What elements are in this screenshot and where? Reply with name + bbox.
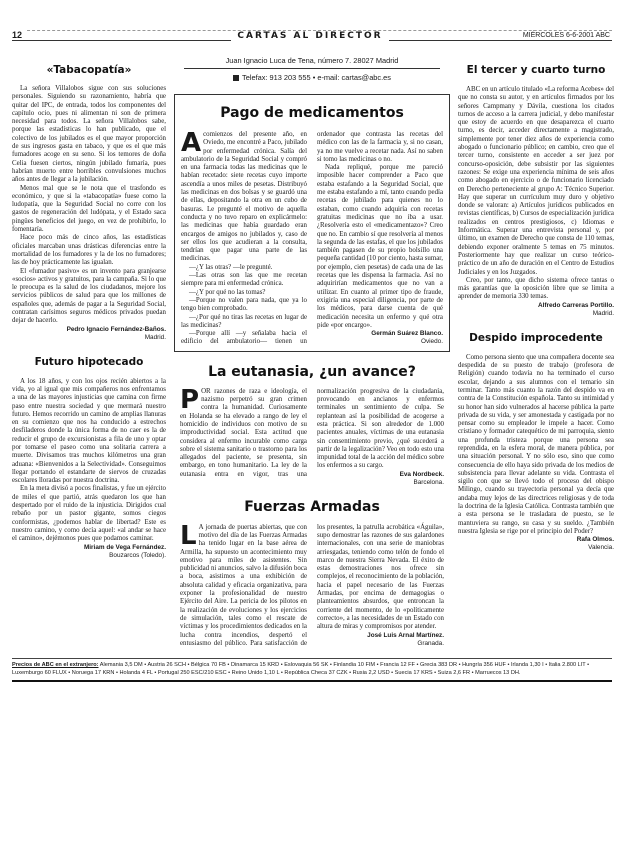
paragraph: —Porque allí —y señalaba hacia el edificio del ambulatorio— tienen un ordenador que contrasta las recetas del médico con las de la farmacia y, si no casan, ya no me vuelve a recetar nada. Así no saben si tomo las medicinas o no.: [181, 131, 443, 346]
paragraph: Nada repliqué, porque me pareció imposible hacer comprender a Paco que estaba estafando a la Seguridad Social, que me estaba estafando a mí, tanto cuando pedía recetas de jubilado para quienes no lo estaban, como cuando adquiría con recetas gratuitas medicinas que no iba a usar. ¿Resolvería esto el «medicamentazo»? Creo que no. En cambio sí que resolvería al menos la segunda de las estafas, el que los jubilados también pagasen de su propio bolsillo una pequeña cantidad (10 por ciento, hasta sumar, por ejemplo, cien pesetas) de cada una de las recetas que les dispensa la farmacia. Así no adquirirían medicamentos que no van a utilizar. En cuanto al primer tipo de fraude, exigiría una especial diligencia, por parte de los médicos, para darse cuenta de qué medicación necesita un enfermo y qué otra pide «por encargo».: [317, 164, 444, 329]
letter-title: Futuro hipotecado: [34, 355, 144, 368]
center-column: [174, 56, 450, 648]
letter-body: [458, 354, 614, 537]
author-name: Pedro Ignacio Fernández-Baños.: [66, 325, 166, 333]
letter-tercer-cuarto-turno: [458, 56, 614, 318]
letter-body: [181, 128, 444, 347]
page-number: 12: [12, 30, 25, 40]
right-column: [458, 56, 614, 552]
page-columns: [12, 56, 612, 648]
contact-phone: [174, 73, 450, 82]
paragraph: Menos mal que se le nota que el trasfondo es económico, y que si la «tabacopatía» fuese como la ludopatía, que la Seguridad Social no corre con los gastos de regeneración del ludópata, y el Estado saca pingües beneficios del juego, en vez de prohibirlo, lo fomentaría.: [12, 184, 166, 234]
paragraph: Creo, por tanto, que dicho sistema ofrece tantas o más garantías que la oposición libre que se limita a aprender de memoria 330 temas.: [458, 276, 614, 301]
author-place: Madrid.: [144, 333, 166, 341]
paragraph: Hace poco más de cinco años, las estadísticas oficiales marcaban unas drásticas diferencias entre la mortalidad de los fumadores y la de los no fumadores; las de hoy prácticamente las igualan.: [12, 234, 166, 267]
paragraph: Como persona siento que una compañera docente sea despedida de su puesto de trabajo (profesora de Religión) cuando todavía no ha terminado el curso escolar, dejando a sus alumnos con el temario sin terminar. Tanto más cuanto la razón del despido va en contra de la Constitución española. Tanto su intimidad y su honor han sido vulnerados al hacerse pública la parte privada de su vida, y ser amonestada y castigada por no pensar como su empleador le impele a hacer. Como cristiano y formador catequético de mi parroquia, siento una profunda tristeza porque una persona sea reprendida, en la esfera moral, de manera pública, por una situación personal. Y no sólo eso, sino que como consecuencia de ello haya sido privada de los medios de subsistencia para llevar adelante su vida. Contrasta el sigilo con que se llevó todo el proceso del obispo Milingo, cuando su trayectoria personal ya decía que andaba muy lejos de las directrices religiosas y de toda la doctrina de la Iglesia Católica. Contrasta también que a esta persona se le trasladara de puesto, se le mantuviera su rango, su casa y su sueldo. ¿También nuestra Iglesia se rige por el principio del Poder?: [458, 353, 614, 535]
letter-futuro-hipotecado: [12, 356, 166, 560]
contact-block: [174, 56, 450, 82]
author-place: Valencia.: [588, 544, 614, 552]
author-name: Alfredo Carreras Portillo.: [538, 301, 614, 309]
paragraph: —¿Y las otras? —le pregunté.: [189, 263, 273, 271]
letter-title: Despido improcedente: [469, 331, 603, 344]
footer-label: Precios de ABC en el extranjero:: [12, 662, 99, 669]
author-name: Rafa Olmos.: [576, 536, 614, 544]
paragraph: POR razones de raza e ideología, el nazismo perpetró su gran crimen contra la humanidad. Curiosamente en Holanda se ha elevado a rango de ley el homicidio de individuos con motivo de su improductividad social. Esta actitud que considera al enfermo incurable como carga sobre el sistema sanitario o trastorno para los allegados del paciente, se presenta, sin embargo, en tono humanitario. La ley de la eutanasia entra en vigor, tras una normalización progresiva de la ciudadanía, provocando en ancianos y enfermos terminales un sentimiento de culpa. Se replantean así la posibilidad de acogerse a esta práctica. Si son alrededor de 1.000 pacientes anuales, víctimas de una eutanasia sin consentimiento previo, ¿qué sucederá a partir de la legalización? Veo en todo esto una impunidad total de la acción del médico sobre los enfermos a su cargo.: [180, 384, 444, 478]
author-name: Eva Nordbeck.: [399, 470, 444, 478]
paragraph: —¿Y por qué no las tomas?: [189, 288, 266, 296]
footer-price-list: Alemania 3,5 DM • Austria 26 SCH • Bélgica 70 FB • Dinamarca 15 KRD • Eslovaquia 56 SK • Finlandia 10 FIM • Francia 12 FF • Grecia 383 DR • Hungría 356 HUF • Irlanda 1,30 I • Italia 2.800 LIT • Luxemburgo 60 FLUX • Noruega 17 KRN • Holanda 4 FL • Portugal 250 ESC/210 ESC • Reino Unido 1,10 L • República Checa 37 CZK • Rusia 2,2 USD • Suecia 17 KRS • Suiza 2,6 FR • Marruecos 13 DH.: [12, 662, 590, 677]
issue-date: MIÉRCOLES 6-6-2001 ABC: [520, 32, 610, 39]
paragraph: El «fumador pasivo» es un invento para granjearse «socios» activos y gratuitos, para la campaña. Si lo que le preocupa es la salud de los ciudadanos, mejore los servicios públicos de salud para que los millones de españoles que, además de pagar a la Seguridad Social, contratan carísimos seguros médicos privados puedan dejar de hacerlo.: [12, 267, 166, 325]
signature: [458, 536, 614, 552]
footer-prices: [12, 658, 612, 682]
paragraph: La señora Villalobos sigue con sus soluciones personales. Siguiendo su razonamiento, habría que quitar del IPC, de entrada, todos los componentes del capítulo ocio, pues ni alimentan ni son de primera necesidad para todos. La señora Villalobos sabe, porque las estadísticas lo han publicado, que el colectivo de los jubilados es el que mayor proporción de sus ingresos gasta en tabaco, y que es el que más fumadores acoge en su seno. Si los temores de doña Celia fuesen ciertos, ningún jubilado fumaría, pues habrían muerto entre horribles convulsiones muchos años antes de llegar a la jubilación.: [12, 85, 166, 184]
letter-title: Fuerzas Armadas: [244, 498, 380, 515]
letter-title: «Tabacopatía»: [46, 64, 132, 76]
section-title-text: CARTAS AL DIRECTOR: [231, 31, 388, 41]
letter-body: [180, 520, 444, 648]
author-name: Miriam de Vega Fernández.: [83, 543, 166, 551]
author-name: Germán Suárez Blanco.: [371, 330, 443, 338]
letter-body: [180, 384, 444, 487]
letter-pago-medicamentos: [174, 94, 450, 352]
left-column: [12, 56, 166, 560]
contact-phone-text: Telefax: 913 203 555 • e-mail: cartas@abc.es: [242, 73, 391, 82]
signature: [458, 302, 614, 318]
paragraph: LA jornada de puertas abiertas, que con motivo del día de las Fuerzas Armadas ha tenido lugar en la base aérea de Armilla, ha supuesto un acontecimiento muy emotivo para miles de asistentes. Sin publicidad ni anuncios, salvo la difusión boca a boca, asistimos a una exhibición de absoluta calidad y eficacia organizativa, para exponer la profesionalidad de nuestro Ejército del Aire. La pericia de los pilotos en la realización de evoluciones y los ejercicios de simulación, tales como el rescate de víctimas y los procedimientos dedicados en la lucha contra incendios, despertó el entusiasmo del público. Para satisfacción de los presentes, la patrulla acrobática «Águila», supo demostrar las razones de sus galardones internacionales, con una serie de maniobras arriesgadas, teniendo como telón de fondo el marco de nuestra Sierra Nevada. El éxito de estas demostraciones nos ofrece sin complejos, el reconocimiento de la población, hacia el papel necesario de las Fuerzas Armadas, por encima de demagogias o planteamientos absurdos, que entroncan la corriente del momento, de lo «políticamente correcto», a las necesidades de un Estado con altura de miras y compromisos por atender.: [180, 520, 444, 647]
signature: [12, 544, 166, 560]
letter-body: [12, 378, 166, 544]
author-place: Granada.: [417, 639, 444, 647]
paragraph: ABC en un artículo titulado «La reforma Acebes» del que no consta su autor, y en artículos firmados por los señores Campmany y Dávila, cuestiona los citados turnos de acceso a la carrera judicial, y debo manifestar que estoy de acuerdo en que desaparezca el cuarto turno, es decir, acceder directamente a magistrado, simplemente por tener diez años de experiencia como abogado o funcionario público; en cambio, creo que el tercer turno, consistente en acceder a ser juez por concurso-oposición, debe subsistir por las siguientes razones: Se exige una experiencia mínima de seis años como abogado en ejercicio o de funcionario licenciado en Derecho perteneciente al grupo A: Técnico Superior. Hay que superar un currículum muy duro y objetivo donde se valoran: a) Artículos jurídicos publicados en revistas científicas, b) Cursos de especialización jurídica realizados en centros prestigiosos, c) Idiomas e Informática. Superar una entrevista personal y, por último, un examen de Derecho que consta de 110 temas, debiendo exponer oralmente 5 temas en 75 minutos. Posteriormente hay que realizar un curso teórico-práctico de un año de duración en el Centro de Estudios Judiciales y en los Juzgados.: [458, 86, 614, 276]
letter-fuerzas-armadas: [174, 499, 450, 648]
letter-title: La eutanasia, ¿un avance?: [208, 363, 416, 380]
signature: [12, 326, 166, 342]
page-header: [0, 0, 620, 48]
author-name: José Luis Arnal Martínez.: [367, 631, 444, 639]
letter-body: [458, 86, 614, 302]
paragraph: —Las otras son las que me recetan siempre para mi enfermedad crónica.: [181, 272, 307, 288]
paragraph: A los 18 años, y con los ojos recién abiertos a la vida, yo al igual que mis compañeros nos enfrentamos a una de las mayores injusticias que camina con firme paso entre nuestra sociedad y que mermará nuestro futuro. Hemos recorrido un camino de amplias llanuras en su comienzo que nos ha conducido a estrechos desfiladeros donde la única forma de no caer es la de reducir el grupo de excursionistas a fila de uno y optar por tomarse el paseo como una solitaria carrera a muerte. Divisamos tras muchos kilómetros una gran aduana: «Bienvenidos a la Selectividad». Conseguimos llegar portando el estandarte de siervos de cruzadas escolares lloradas por nuestra doctrina.: [12, 377, 166, 485]
signature: [317, 330, 443, 346]
author-place: Oviedo.: [420, 338, 443, 346]
letter-tabacopatia: [12, 56, 166, 342]
signature: [317, 632, 444, 648]
letter-eutanasia: [174, 364, 450, 487]
letter-title: Pago de medicamentos: [220, 105, 404, 121]
letter-body: [12, 85, 166, 326]
letter-title: El tercer y cuarto turno: [466, 64, 606, 76]
section-title: [200, 31, 420, 41]
fax-icon: [233, 75, 239, 81]
paragraph: —Porque no valen para nada, que ya lo tengo bien comprobado.: [181, 296, 307, 313]
paragraph: En la meta divisó a pocos finalistas, y fue un ejército de miles el que partió, atrás quedaron los que han despertado por el ruido de la injusticia. Dirigidos cual rebaño por un pastor gigante, somos ciegos conformistas, ¿podemos hablar de libertad? Este es nuestro camino, y como decía aquel: «al andar se hace el camino», dejémonos pues que podamos caminar.: [12, 485, 166, 543]
signature: [317, 471, 444, 487]
author-place: Bouzarcos (Toledo).: [109, 551, 166, 559]
author-place: Barcelona.: [413, 478, 444, 486]
contact-address: Juan Ignacio Luca de Tena, número 7. 28027 Madrid: [184, 56, 440, 69]
author-place: Madrid.: [592, 309, 614, 317]
paragraph: Acomienzos del presente año, en Oviedo, me encontré a Paco, jubilado por enfermedad crónica. Salía del ambulatorio de la Seguridad Social y compró en una farmacia todas las medicinas que le habían recetado: siete recetas cuyo importe ascendía a unos miles de pesetas. Distribuyó las medicinas en dos bolsas y se guardó una de ellas, depositando la otra en un cubo de basuras. Le pregunté el motivo de aquella conducta y no tuvo reparo en explicármelo: las medicinas que había guardado eran encargos de amigos no jubilados y, caso de ser ellos los que acudieran a la consulta, tendrían que pagar una parte de las medicinas.: [181, 128, 307, 263]
letter-despido-improcedente: [458, 332, 614, 553]
paragraph: —¿Por qué no tiras las recetas en lugar de las medicinas?: [181, 313, 307, 329]
